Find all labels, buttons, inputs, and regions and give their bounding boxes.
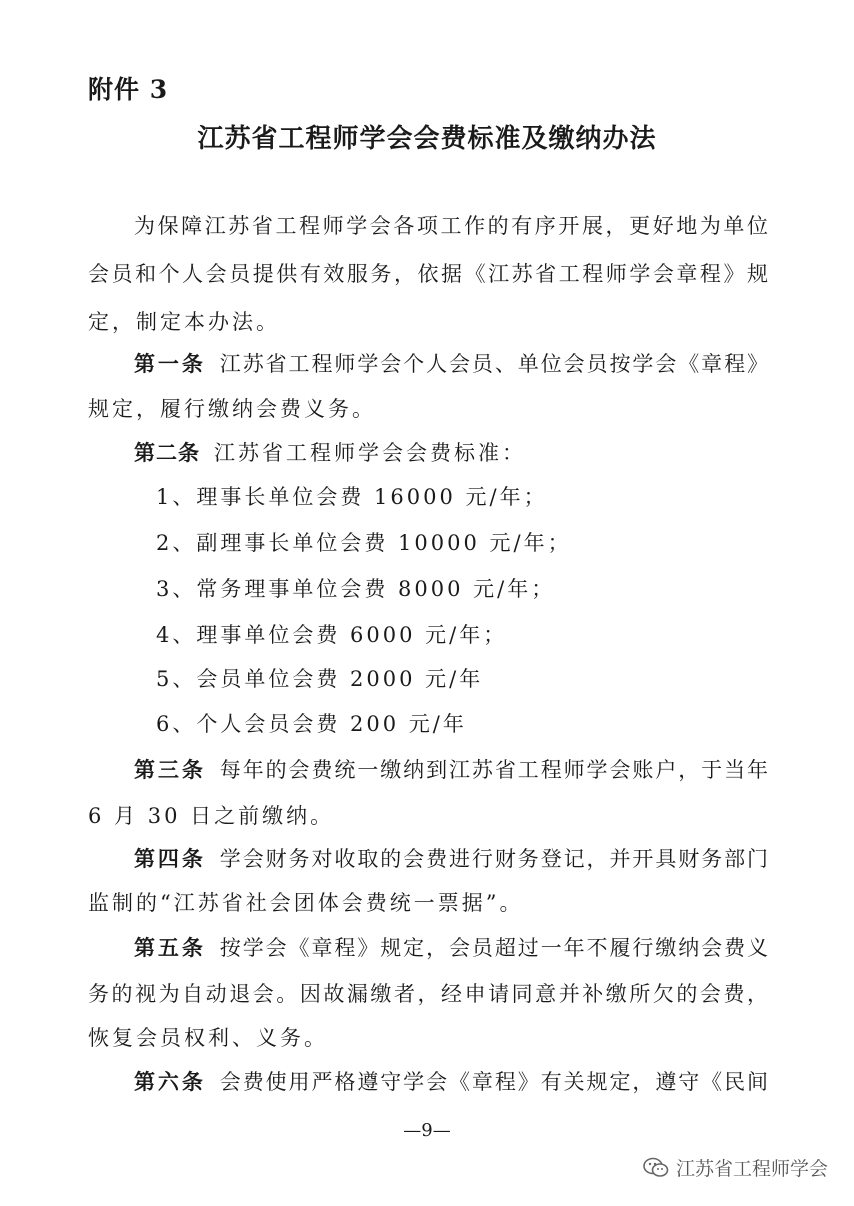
article-4 [88,843,768,873]
article-2 [88,437,768,467]
fee-item: 4、理事单位会费 6000 元/年； [156,623,508,647]
annex-label: 附件 3 [88,75,169,104]
text-line: 会员和个人会员提供有效服务，依据《江苏省工程师学会章程》规 [88,262,768,286]
wechat-icon [642,1156,670,1180]
text-line: 规定，履行缴纳会费义务。 [88,397,376,421]
fee-item: 5、会员单位会费 2000 元/年 [156,667,484,691]
article-text: 每年的会费统一缴纳到江苏省工程师学会账户，于当年 [219,758,769,782]
fee-item: 2、副理事长单位会费 10000 元/年； [156,531,572,555]
text-line: 监制的“江苏省社会团体会费统一票据”。 [88,891,524,915]
article-text: 按学会《章程》规定，会员超过一年不履行缴纳会费义 [219,936,769,960]
page-number: —9— [403,1120,451,1141]
document-title: 江苏省工程师学会会费标准及缴纳办法 [197,124,657,154]
article-label: 第五条 [134,935,206,960]
text-line: 定，制定本办法。 [88,310,280,334]
article-label: 第四条 [134,846,206,871]
watermark [642,1154,828,1181]
article-label: 第三条 [134,757,206,782]
article-6 [88,1066,768,1096]
article-text: 江苏省工程师学会会费标准： [214,441,526,465]
fee-item: 1、理事长单位会费 16000 元/年； [156,485,548,509]
text-line: 为保障江苏省工程师学会各项工作的有序开展，更好地为单位 [134,214,768,238]
article-label: 第一条 [134,351,206,376]
article-text: 会费使用严格遵守学会《章程》有关规定，遵守《民间 [219,1070,769,1094]
fee-item: 3、常务理事单位会费 8000 元/年； [156,577,556,601]
article-1 [88,348,768,378]
text-line: 6 月 30 日之前缴纳。 [88,804,335,828]
text-line: 务的视为自动退会。因故漏缴者，经申请同意并补缴所欠的会费， [88,982,768,1006]
article-label: 第二条 [134,440,200,465]
article-5 [88,932,768,962]
article-label: 第六条 [134,1069,206,1094]
text-line: 恢复会员权利、义务。 [88,1026,328,1050]
fee-item: 6、个人会员会费 200 元/年 [156,712,467,736]
watermark-text: 江苏省工程师学会 [675,1158,828,1180]
article-text: 江苏省工程师学会个人会员、单位会员按学会《章程》 [219,352,769,376]
article-3 [88,754,768,784]
article-text: 学会财务对收取的会费进行财务登记，并开具财务部门 [219,847,769,871]
